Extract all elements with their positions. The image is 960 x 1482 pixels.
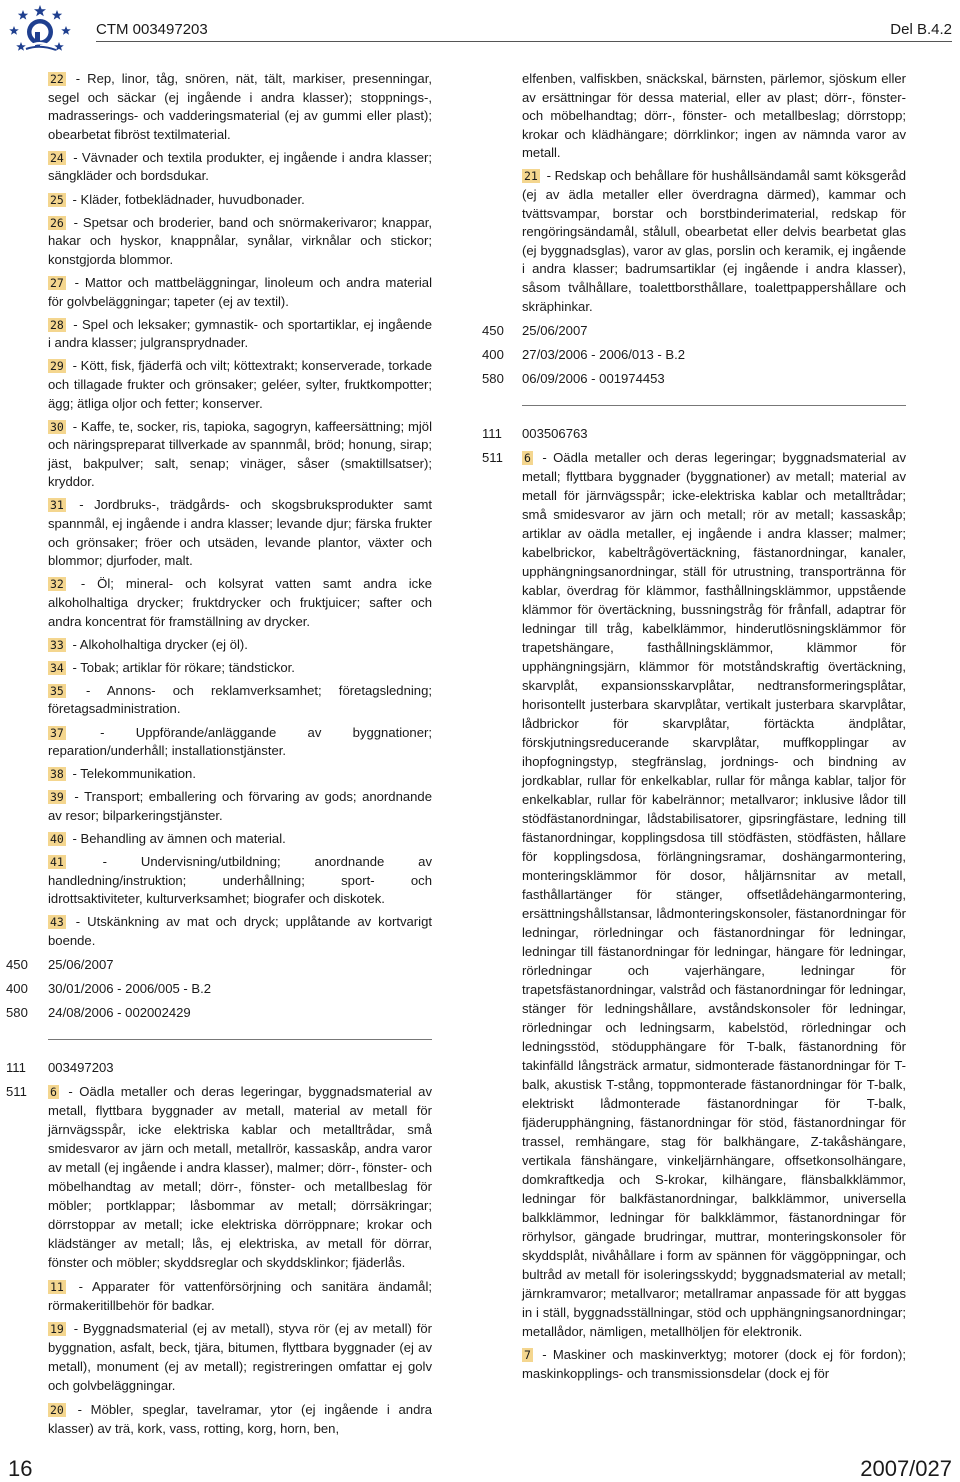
- class-number: 6: [50, 1085, 57, 1100]
- inid-field: [482, 448, 906, 1384]
- class-entry: [48, 765, 432, 784]
- document-part: Del B.4.2: [890, 21, 952, 38]
- left-column: [6, 70, 432, 1443]
- inid-code: 580: [482, 370, 504, 386]
- oami-logo-icon: [4, 2, 76, 58]
- inid-field: [6, 955, 432, 974]
- inid-field: [6, 1058, 432, 1077]
- right-column: [482, 70, 906, 1388]
- header-rule: [96, 41, 952, 42]
- class-description: - Rep, linor, tåg, snören, nät, tält, markiser, presenningar, segel och säckar (ej ingående i andra klasser); stoppnings-, madrasserings- och vadderingsmaterial (ej av gummi eller plast); obearbetat fibröst textilmaterial.: [48, 71, 432, 142]
- class-entry: [48, 214, 432, 270]
- class-description: - Telekommunikation.: [68, 766, 196, 782]
- entry-separator: [522, 405, 906, 406]
- class-number: 34: [50, 660, 64, 675]
- class-entry: [48, 70, 432, 144]
- class-number: 37: [50, 725, 64, 740]
- inid-code: 511: [482, 449, 503, 465]
- class-entry: [48, 659, 432, 678]
- inid-field: [482, 321, 906, 340]
- inid-code: 580: [6, 1005, 28, 1021]
- inid-code: 450: [6, 957, 28, 973]
- class-entry: [48, 913, 432, 950]
- class-entry: [48, 1277, 432, 1315]
- inid-value: 06/09/2006 - 001974453: [522, 370, 665, 386]
- trademark-number: 003497203: [48, 1060, 114, 1076]
- class-description: - Maskiner och maskinverktyg; motorer (dock ej för fordon); maskinkopplings- och transmissionsdelar (dock ej för: [522, 1347, 906, 1382]
- class-description: - Annons- och reklamverksamhet; företagsledning; företagsadministration.: [48, 682, 432, 717]
- class-number: 11: [50, 1279, 64, 1294]
- class-number: 43: [50, 915, 64, 930]
- class-description: - Byggnadsmaterial (ej av metall), styva rör (ej av metall) för byggnation, asfalt, beck, tjära, bitumen, flyttbara byggnader (ej av metall), monument (ej av metall); registreringen omfattar ej golv och golvbeläggningar.: [48, 1321, 432, 1394]
- class-entry: [48, 274, 432, 311]
- inid-value: 25/06/2007: [48, 957, 114, 973]
- inid-value: 24/08/2006 - 002002429: [48, 1005, 191, 1021]
- class-number: 26: [50, 215, 64, 230]
- class-entry: [48, 149, 432, 186]
- class-description: - Uppförande/anläggande av byggnationer; reparation/underhåll; installationstjänster.: [48, 724, 432, 759]
- entry-separator: [48, 1039, 432, 1040]
- continued-text: elfenben, valfiskben, snäckskal, bärnsten, pärlemor, sjöskum eller av ersättningar för dessa material, eller av plast; dörr-, fönster- och möbelhandtag; dörr-, fönster- och metallbeslag; dörrstopp; krokar och klädhängare; dörrklinkor; ingen av nämnda varor av metall.: [522, 71, 906, 161]
- class-description: - Kaffe, te, socker, ris, tapioka, sagogryn, kaffeersättning; mjöl och näringspreparat tillverkade av spannmål, bröd; honung, sirap; jäst, bakpulver; salt, senap; vinäger, såser (smaktillsatser); kryddor.: [48, 418, 432, 490]
- class-number: 39: [50, 790, 64, 805]
- class-description: - Tobak; artiklar för rökare; tändstickor.: [68, 659, 295, 675]
- class-number: 41: [50, 855, 64, 870]
- inid-value: 25/06/2007: [522, 322, 588, 338]
- class-description: - Kött, fisk, fjäderfä och vilt; köttextrakt; konserverade, torkade och tillagade frukter och grönsaker; geléer, sylter, fruktkompotter; ägg; ätliga oljor och fetter; konserver.: [48, 358, 432, 411]
- class-entry: [48, 357, 432, 413]
- class-entry: [522, 448, 906, 1341]
- trademark-number: 003506763: [522, 425, 588, 441]
- class-description: - Transport; emballering och förvaring av gods; anordnande av resor; bilparkeringstjänster.: [48, 789, 432, 823]
- class-list-a: [48, 70, 432, 951]
- class-entry: [48, 496, 432, 570]
- inid-field: [6, 1003, 432, 1022]
- class-entry: [522, 167, 906, 316]
- class-number: 40: [50, 831, 64, 846]
- class-description: - Möbler, speglar, tavelramar, ytor (ej ingående i andra klasser) av trä, kork, vass, rotting, korg, horn, ben,: [48, 1401, 432, 1436]
- class-entry: [48, 636, 432, 655]
- class-number: 27: [50, 275, 64, 290]
- class-description: - Mattor och mattbeläggningar, linoleum och andra material för golvbeläggningar; tapeter (ej av textil).: [48, 274, 432, 309]
- class-number: 6: [524, 450, 531, 465]
- class-entry: [48, 575, 432, 631]
- document-id: CTM 003497203: [96, 21, 208, 38]
- bulletin-issue: 2007/027: [860, 1456, 952, 1481]
- inid-field: [482, 369, 906, 388]
- class-entry: [48, 1082, 432, 1272]
- class-description: - Öl; mineral- och kolsyrat vatten samt andra icke alkoholhaltiga drycker; fruktdrycker och fruktjuicer; safter och andra koncentrat för framställning av drycker.: [48, 576, 432, 629]
- class-number: 24: [50, 150, 64, 165]
- class-number: 31: [50, 498, 64, 513]
- class-entry: [48, 724, 432, 761]
- inid-code: 111: [482, 425, 502, 441]
- class-description: - Oädla metaller och deras legeringar, byggnadsmaterial av metall, flyttbara byggnader av metall, material av metall för järnvägsspår, icke elektriska kablar och metalltrådar, små smidesvaror av järn och metall, metallrör, kassaskåp, andra varor av metall (ej ingående i andra klasser), malmer; dörr-, fönster- och möbelhandtag av metall; dörr-, fönster- och metallbeslag för möbler; portklappar; låsbommar av metall; dörrsäkringar; dörrstoppar av metall; icke elektriska dörröppnare; krokar och klädstänger av metall; lås, ej elektriska, av metall för dörrar, fönster och möbler; skyddsreglar och skyddsklinkor; fjäderlås.: [48, 1084, 432, 1271]
- class-entry: [48, 853, 432, 909]
- class-description: - Oädla metaller och deras legeringar; byggnadsmaterial av metall; flyttbara byggnader (byggnationer) av metall; material av metall för järnvägsspår; icke-elektriska kablar och metalltrådar; små smidesvaror av järn och metall; rör av metall; kassaskåp; artiklar av oädla metaller, ej ingående i andra klasser; malmer; kabelbrickor, kabeltrågövertäckning, fästanordningar, kanaler, upphängningsanordningar, ställ för utrustning, transportränna för kablar, överdrag för klämmor, fasthållningsklämmor, uppstående klämmor för övertäckning, bussningstråg för frånfall, adaptrar för ledningar till tråg, kabelklämmor, hinderutlösningsklämmor för trapetshängare, fasthållningsklämmor, klämmor för upphängningsjärn, klämmor för motståndskraftig övertäckning, skarvplåt, expansionsskarvplåtar, nedtransformeringsplåtar, horisontellt justerbara skarvplåtar, vertikalt justerbara skarvplåtar, lådbrickor för skarvplåtar, förtäckta ändplåtar, förskjutningsreducerande skarvplåtar, muffkopplingar av ihopfogningstyp, stegfränslag, jordnings- och bindning av jordkablar, rullar för enkelkablar, rullar för många kablar, taljor för enkelkablar, rullar för kabelrännor; metallvaror; inklusive lådor till stödfästanordningar, lådstabilisatorer, gipsringfästare, ledning till fästanordningar, kopplingsdosa till stödfästen, stödfästen, hållare för kopplingsdosa, förlängningsramar, doshängarmontering, monteringsklämmor för dosor, håljärnsnitar av metall, fasthållartänger för stänger, offsetlådehängarmontering, ersättningshållstansar, lådmonteringskonsoler, fästanordningar för ledningar, rörledningar och fästanordningar för ledningar, ledningar till fästanordningar för ledningar, hängare för ledningar, rörledningar och vajerhängare, ledningar för trapetsfästanordningar, valstråd och fästanordningar för ledningar, stänger för ledningshållare, avståndskonsoler för ledningar, rörledningar och ledningsarm, kabelstöd, rörledningar och ledningsstöd, stödupphängare för T-balk, fästanordning för takinfälld långsträck armatur, sidmonterade fästanordningar för T-balk, akustisk T-stång, toppmonterade fästanordningar för T-balk, elektriskt lådmonterade fästanordningar för T-balk, fjäderupphängning, fästanordningar för stöd, fästanordningar för trassel, remhängare, stag för balkhängare, Z-takåshängare, vertikala fänshängare, vinkeljärnhängare, offsetkonsolhängare, domkraftkedja och S-krokar, kilhängare, flänsbalkklämmor, ledningar för balkfästanordningar, balkklämmor, universella balkklämmor, ledningar för balkklämmor, fästanordningar för rörhylsor, gängade brudringar, muttrar, monteringskonsoler för skyddsplåt, nivåhållare i form av spännen för väggöppningar, och bultråd av metall för isoleringsskydd; byggnadsmaterial av metall; järnkramvaror; metallvaror; metallramar anpassade för att byggas in i ställ, byggnadsställningar, stöd och upphängningsanordningar; metallådor, nämligen, metallhöljen för elektronik.: [522, 449, 906, 1339]
- inid-field: [6, 1082, 432, 1438]
- inid-value: 27/03/2006 - 2006/013 - B.2: [522, 346, 686, 362]
- inid-code: 511: [6, 1084, 27, 1100]
- class-description: - Redskap och behållare för hushållsändamål samt köksgeråd (ej av ädla metaller eller överdragna därmed), kammar och tvättsvampar, borstar och borstbinderimaterial, redskap för rengöringsändamål, stålull, obearbetat eller delvis bearbetat glas (ej byggnadsglas), varor av glas, porslin och keramik, ej ingående i andra klasser; badrumsartiklar (ej ingående i andra klasser), såsom tvålhållare, toalettborsthållare, toalettpappershållare och skräphinkar.: [522, 168, 906, 314]
- inid-field: [482, 345, 906, 364]
- class-description: - Alkoholhaltiga drycker (ej öl).: [68, 636, 248, 652]
- class-description: - Undervisning/utbildning; anordnande av handledning/instruktion; underhållning; sport- och idrottsaktiviteter, kulturverksamhet; biografer och diskotek.: [48, 854, 432, 907]
- class-entry: [48, 788, 432, 825]
- class-description: - Spel och leksaker; gymnastik- och sportartiklar, ej ingående i andra klasser; julgransprydnader.: [48, 316, 432, 351]
- inid-code: 400: [482, 346, 504, 362]
- class-entry: [48, 418, 432, 492]
- class-number: 35: [50, 683, 64, 698]
- class-number: 29: [50, 359, 64, 374]
- class-entry: [48, 316, 432, 353]
- class-entry: [48, 191, 432, 210]
- class-description: - Kläder, fotbeklädnader, huvudbonader.: [68, 191, 305, 207]
- class-entry: [48, 830, 432, 849]
- class-number: 19: [50, 1322, 64, 1337]
- inid-value: 30/01/2006 - 2006/005 - B.2: [48, 981, 212, 997]
- class-number: 32: [50, 577, 64, 592]
- inid-code: 111: [6, 1060, 26, 1076]
- class-number: 25: [50, 192, 64, 207]
- class-description: - Behandling av ämnen och material.: [68, 830, 286, 846]
- class-number: 30: [50, 419, 64, 434]
- class-description: - Spetsar och broderier, band och snörmakerivaror; knappar, hakar och hyskor, knappnålar, synålar, virknålar och stickor; konstgjorda blommor.: [48, 214, 432, 267]
- inid-field: [482, 424, 906, 443]
- class-description: - Apparater för vattenförsörjning och sanitära ändamål; rörmakeritillbehör för badkar.: [48, 1278, 432, 1313]
- class-number: 20: [50, 1402, 64, 1417]
- inid-field: [6, 979, 432, 998]
- class-number: 33: [50, 637, 64, 652]
- class-entry: [48, 1319, 432, 1395]
- class-number: 21: [524, 169, 538, 184]
- page-header: [0, 0, 960, 56]
- class-number: 28: [50, 317, 64, 332]
- inid-code: 400: [6, 981, 28, 997]
- class-entry: [522, 1345, 906, 1383]
- inid-code: 450: [482, 322, 504, 338]
- class-number: 22: [50, 72, 64, 86]
- class-number: 7: [524, 1348, 531, 1363]
- class-description: - Utskänkning av mat och dryck; upplåtande av kortvarigt boende.: [48, 914, 432, 948]
- class-description: - Jordbruks-, trädgårds- och skogsbruksprodukter samt spannmål, ej ingående i andra klasser; levande djur; färska frukter och grönsaker; fröer och utsäden, levande plantor, växter och blommor; djurfoder, malt.: [48, 497, 432, 569]
- page-number: 16: [8, 1456, 33, 1481]
- class-description: - Vävnader och textila produkter, ej ingående i andra klasser; sängkläder och bordsdukar.: [48, 149, 432, 184]
- class-entry: [48, 1400, 432, 1438]
- class-entry: [48, 682, 432, 719]
- class-number: 38: [50, 767, 64, 782]
